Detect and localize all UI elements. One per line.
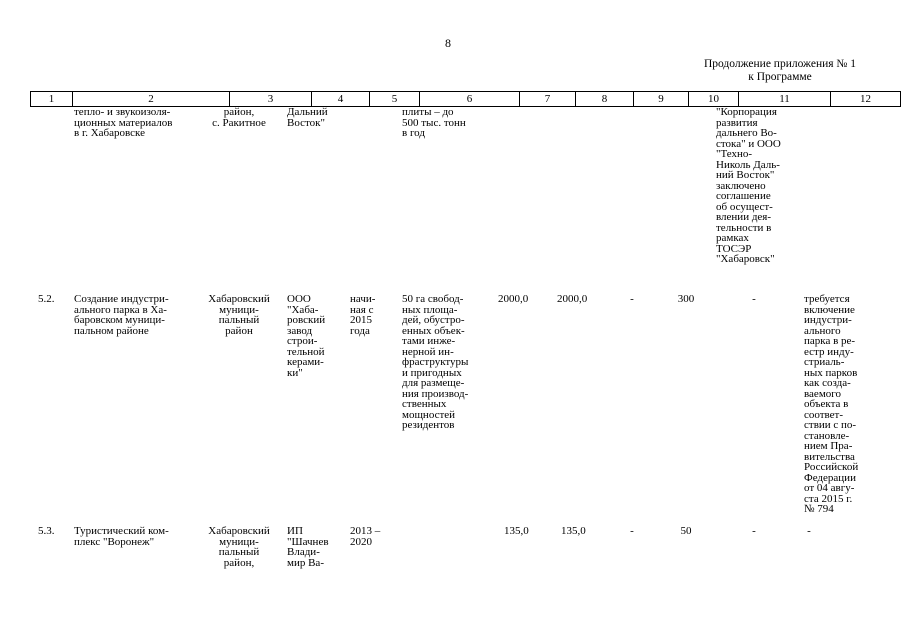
continuation-heading	[680, 58, 880, 84]
project-notes: требуется включение индустри- ального парка в ре- естр инду- стриаль- ных парков как созда- ваемого объекта в соответ- ствии с по- становле- нием Пра- вительства Российской Федерации от 04 авгу- ста 2015 г. № 794	[804, 293, 859, 515]
project-period: начи- ная с 2015 года	[350, 293, 376, 337]
project-status: -	[752, 525, 756, 537]
project-location: Хабаровский муници- пальный район,	[208, 525, 270, 569]
column-header-row	[30, 91, 901, 107]
project-capacity: 50 га свобод- ных площа- дей, обустро- енных объек- тами инже- нерной ин- фраструктуры и пригодных для размеще- ния производ- ственных мощностей резидентов	[402, 293, 469, 431]
value-col-9: -	[630, 525, 634, 537]
column-header: 2	[73, 92, 230, 107]
value-col-8: 2000,0	[557, 293, 588, 305]
project-investor: ИП "Шачнев Влади- мир Ва-	[287, 525, 329, 569]
continuation-line-2: к Программе	[748, 71, 812, 83]
project-location: Хабаровский муници- пальный район	[208, 293, 270, 337]
project-period: 2013 – 2020	[350, 525, 381, 548]
value-col-9: -	[630, 293, 634, 305]
continuation-line-1: Продолжение приложения № 1	[703, 58, 857, 70]
project-investor: ООО "Хаба- ровский завод строи- тельной керами- ки"	[287, 293, 326, 379]
value-col-10: 50	[680, 525, 692, 537]
project-investor: Дальний Восток"	[287, 106, 328, 129]
project-name: тепло- и звукоизоля- ционных материалов в г. Хабаровске	[74, 106, 173, 139]
value-col-7: 2000,0	[498, 293, 529, 305]
value-col-7: 135,0	[504, 525, 529, 537]
column-header: 7	[520, 92, 576, 107]
row-number: 5.3.	[38, 525, 55, 537]
column-header: 11	[739, 92, 831, 107]
project-status: -	[752, 293, 756, 305]
column-header: 6	[420, 92, 520, 107]
project-name: Создание индустри- ального парка в Ха- баровском муници- пальном районе	[74, 293, 169, 337]
value-col-8: 135,0	[561, 525, 586, 537]
project-status: "Корпорация развития дальнего Во- стока" и ООО "Техно- Николь Даль- ний Восток" заключено соглашение об осущест- влении дея- тельности в рамках ТОСЭР "Хабаровск"	[716, 106, 781, 265]
column-header: 12	[831, 92, 901, 107]
project-name: Туристический ком- плекс "Воронеж"	[74, 525, 169, 548]
column-header: 4	[312, 92, 370, 107]
value-col-10: 300	[677, 293, 695, 305]
column-header: 10	[689, 92, 739, 107]
column-header: 3	[230, 92, 312, 107]
column-header: 5	[370, 92, 420, 107]
project-capacity: плиты – до 500 тыс. тонн в год	[402, 106, 466, 139]
project-location: район, с. Ракитное	[212, 106, 266, 129]
row-number: 5.2.	[38, 293, 55, 305]
page-number: 8	[445, 36, 451, 50]
column-header: 9	[634, 92, 689, 107]
project-notes: -	[807, 525, 811, 537]
column-header: 1	[31, 92, 73, 107]
column-header: 8	[576, 92, 634, 107]
